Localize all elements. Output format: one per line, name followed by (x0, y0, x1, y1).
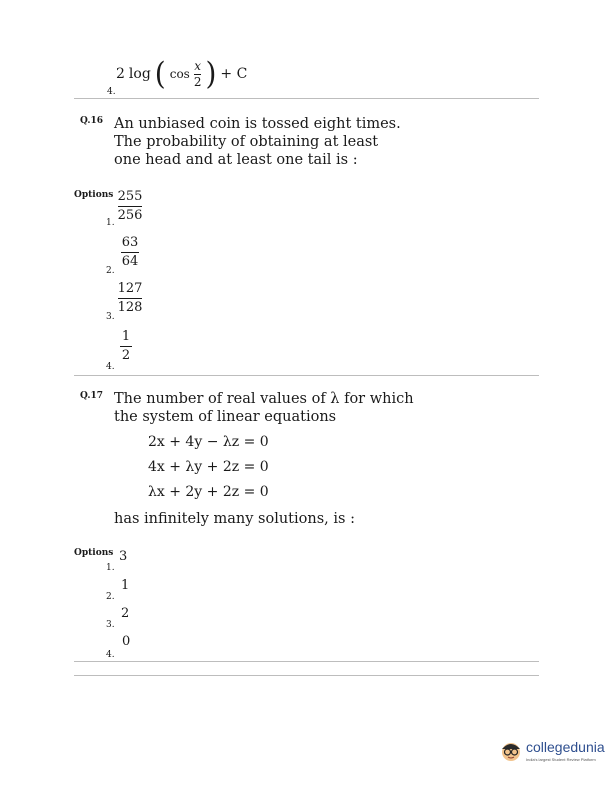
question-number: Q.16 (80, 116, 104, 126)
denominator: 64 (121, 254, 139, 269)
expr-fraction (194, 60, 202, 89)
expr-tail: + C (220, 66, 248, 82)
question-text-line2: the system of linear equations (114, 409, 337, 425)
question-text-after: has infinitely many solutions, is : (114, 511, 355, 527)
option-number: 1. (106, 563, 115, 573)
divider (74, 661, 539, 662)
question-number: Q.17 (80, 391, 104, 401)
option-number: 3. (106, 620, 115, 630)
option-value: 0 (122, 634, 131, 649)
option-number: 1. (106, 218, 115, 228)
option-fraction (118, 282, 142, 315)
expr-num: x (194, 58, 202, 73)
left-paren: ( (154, 55, 166, 92)
option-number: 2. (106, 592, 115, 602)
option-fraction (118, 190, 142, 223)
denominator: 128 (117, 300, 143, 315)
numerator: 255 (117, 189, 143, 204)
denominator: 256 (117, 208, 143, 223)
option-fraction (120, 330, 132, 363)
expr-inner-fn: cos (169, 67, 190, 81)
expr-coef: 2 (116, 66, 125, 82)
prev-answer-expression (116, 56, 247, 92)
option-number: 2. (106, 266, 115, 276)
options-label: Options (74, 548, 114, 558)
option-fraction (121, 236, 139, 269)
brand-name: collegedunia (526, 739, 605, 755)
divider (74, 375, 539, 376)
brand-tagline: India's largest Student Review Platform (526, 757, 596, 762)
equation: λx + 2y + 2z = 0 (148, 484, 269, 500)
numerator: 127 (117, 281, 143, 296)
divider (74, 675, 539, 676)
divider (74, 98, 539, 99)
expr-fn: log (128, 66, 151, 82)
right-paren: ) (205, 55, 217, 92)
equation: 2x + 4y − λz = 0 (148, 434, 269, 450)
options-label: Options (74, 190, 114, 200)
prev-option-number: 4. (107, 87, 116, 97)
option-number: 3. (106, 312, 115, 322)
brand-logo (498, 736, 608, 766)
expr-den: 2 (193, 74, 202, 89)
option-value: 1 (121, 578, 130, 593)
option-number: 4. (106, 362, 115, 372)
option-value: 2 (121, 606, 130, 621)
equation: 4x + λy + 2z = 0 (148, 459, 269, 475)
option-value: 3 (119, 549, 128, 564)
numerator: 1 (121, 329, 131, 344)
option-number: 4. (106, 650, 115, 660)
denominator: 2 (121, 348, 131, 363)
question-text-line1: The number of real values of λ for which (114, 391, 414, 407)
mascot-icon (498, 738, 524, 764)
numerator: 63 (121, 235, 139, 250)
question-text: An unbiased coin is tossed eight times. The probability of obtaining at least one head and at least one tail is : (114, 116, 401, 168)
